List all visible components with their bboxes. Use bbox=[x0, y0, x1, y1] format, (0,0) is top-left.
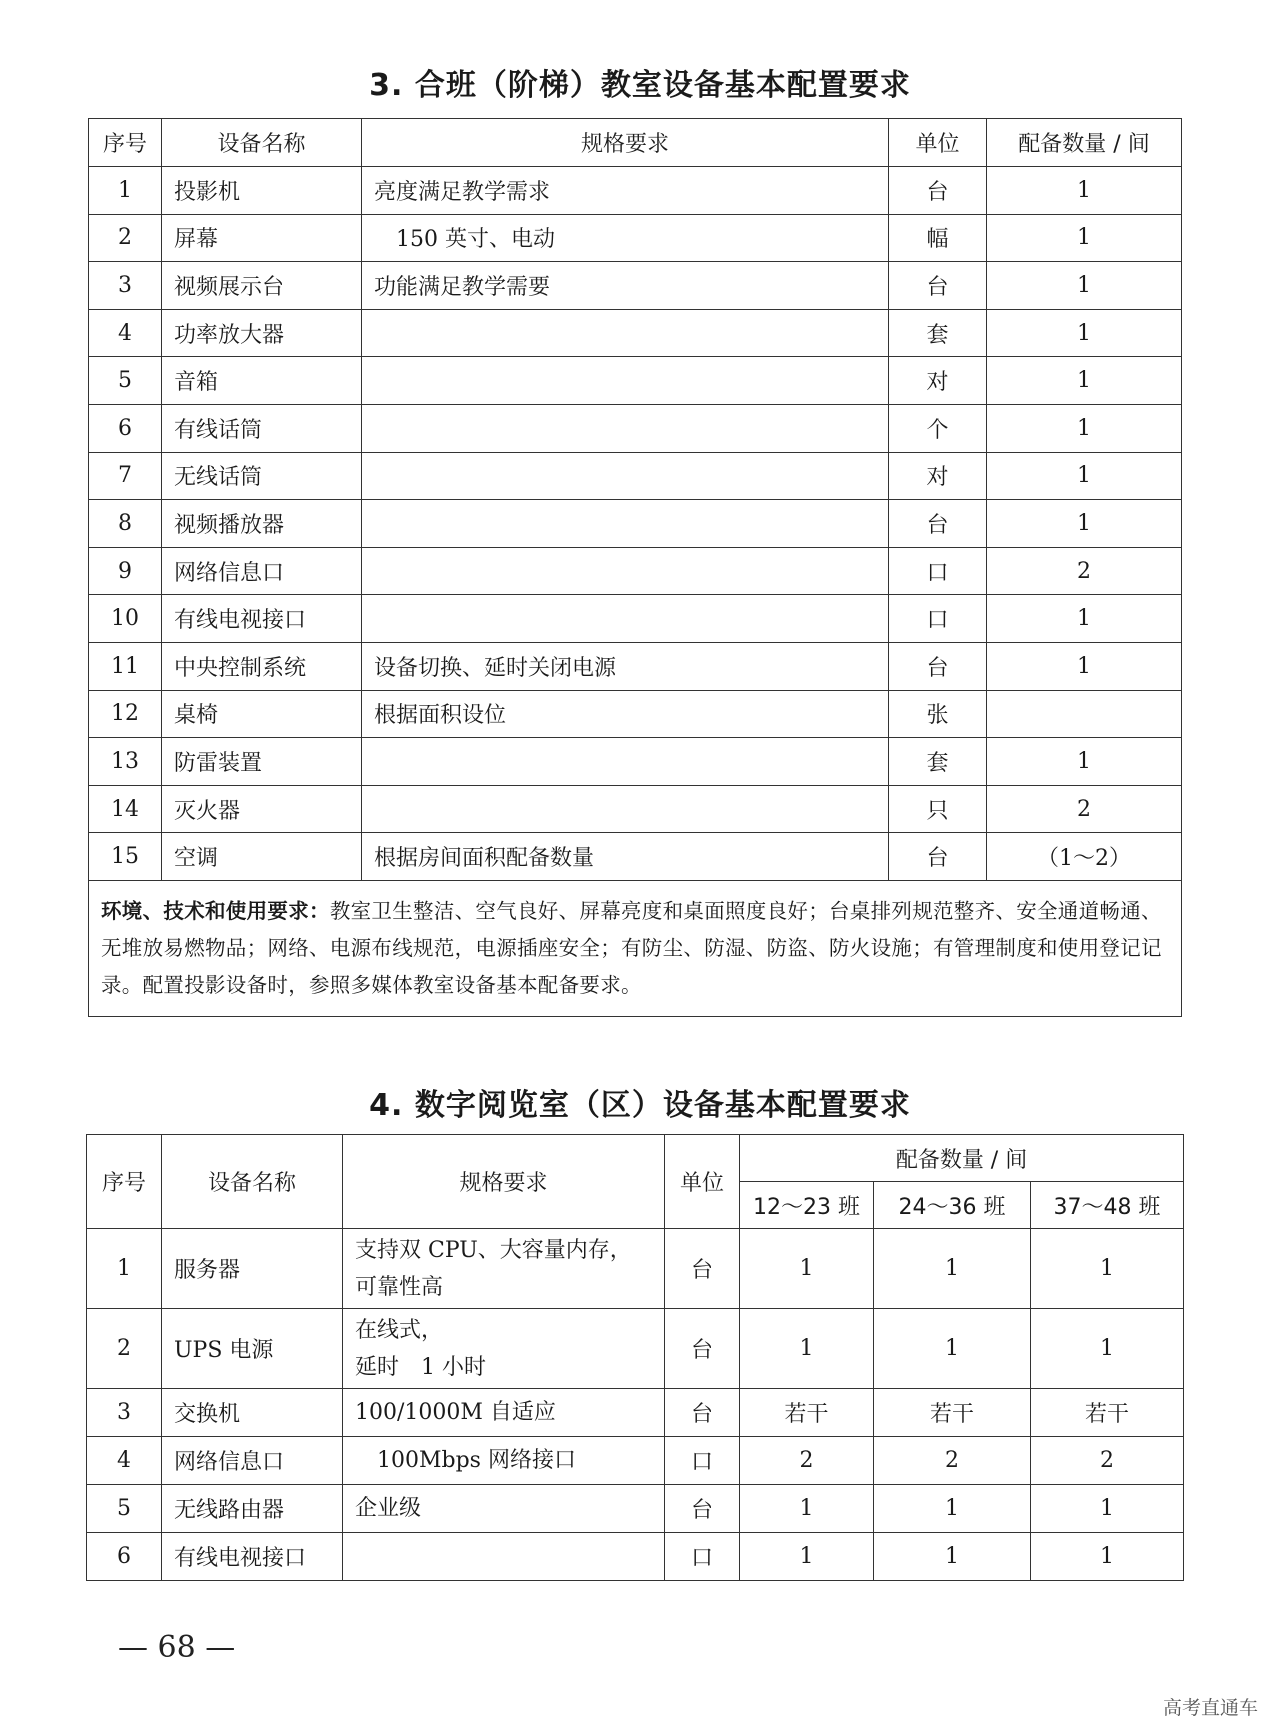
cell-spec: 150 英寸、电动 bbox=[362, 214, 889, 262]
cell-seq: 4 bbox=[89, 309, 162, 357]
cell-unit: 台 bbox=[889, 500, 987, 548]
cell-name: 投影机 bbox=[162, 167, 362, 215]
cell-spec: 功能满足教学需要 bbox=[362, 262, 889, 310]
cell-seq: 7 bbox=[89, 452, 162, 500]
table-row bbox=[89, 738, 1182, 786]
cell-name: 防雷装置 bbox=[162, 738, 362, 786]
cell-qty: 1 bbox=[987, 738, 1182, 786]
table-row bbox=[89, 500, 1182, 548]
cell-seq: 1 bbox=[87, 1229, 162, 1309]
cell-qty: 1 bbox=[1031, 1309, 1184, 1389]
cell-spec bbox=[362, 595, 889, 643]
section4-title: 4. 数字阅览室（区）设备基本配置要求 bbox=[369, 1088, 911, 1123]
cell-unit: 台 bbox=[889, 642, 987, 690]
cell-qty: 1 bbox=[987, 404, 1182, 452]
header-name: 设备名称 bbox=[162, 1135, 343, 1229]
cell-seq: 3 bbox=[87, 1389, 162, 1437]
header-seq: 序号 bbox=[89, 119, 162, 167]
cell-qty: 1 bbox=[1031, 1229, 1184, 1309]
cell-seq: 9 bbox=[89, 547, 162, 595]
environment-requirements-label: 环境、技术和使用要求： bbox=[101, 898, 330, 923]
cell-unit: 台 bbox=[889, 833, 987, 881]
cell-spec bbox=[362, 452, 889, 500]
cell-qty: 2 bbox=[987, 547, 1182, 595]
cell-qty: 1 bbox=[740, 1309, 874, 1389]
cell-seq: 4 bbox=[87, 1437, 162, 1485]
cell-seq: 6 bbox=[87, 1533, 162, 1581]
header-qty-24-36: 24～36 班 bbox=[874, 1182, 1031, 1229]
table-row bbox=[87, 1485, 1184, 1533]
table-row bbox=[89, 833, 1182, 881]
cell-unit: 台 bbox=[665, 1229, 740, 1309]
cell-qty: 2 bbox=[874, 1437, 1031, 1485]
cell-qty: 2 bbox=[987, 785, 1182, 833]
cell-spec bbox=[362, 309, 889, 357]
table-row bbox=[89, 642, 1182, 690]
cell-spec bbox=[362, 357, 889, 405]
cell-unit: 对 bbox=[889, 357, 987, 405]
header-spec: 规格要求 bbox=[343, 1135, 665, 1229]
table-row bbox=[89, 547, 1182, 595]
cell-qty: 1 bbox=[874, 1309, 1031, 1389]
cell-qty: 1 bbox=[987, 642, 1182, 690]
cell-qty: 若干 bbox=[1031, 1389, 1184, 1437]
cell-unit: 个 bbox=[889, 404, 987, 452]
cell-unit: 只 bbox=[889, 785, 987, 833]
cell-spec: 100Mbps 网络接口 bbox=[343, 1437, 665, 1485]
cell-qty: 1 bbox=[874, 1229, 1031, 1309]
cell-spec: 根据面积设位 bbox=[362, 690, 889, 738]
cell-qty: 1 bbox=[987, 500, 1182, 548]
cell-seq: 8 bbox=[89, 500, 162, 548]
cell-qty: 1 bbox=[987, 309, 1182, 357]
table-row bbox=[89, 214, 1182, 262]
cell-qty: 若干 bbox=[874, 1389, 1031, 1437]
cell-spec: 亮度满足教学需求 bbox=[362, 167, 889, 215]
cell-unit: 口 bbox=[665, 1533, 740, 1581]
cell-seq: 12 bbox=[89, 690, 162, 738]
cell-unit: 套 bbox=[889, 738, 987, 786]
cell-qty: 1 bbox=[987, 214, 1182, 262]
cell-unit: 台 bbox=[665, 1485, 740, 1533]
cell-spec: 100/1000M 自适应 bbox=[343, 1389, 665, 1437]
watermark: 高考直通车 bbox=[1162, 1697, 1258, 1719]
cell-qty: 1 bbox=[874, 1533, 1031, 1581]
table-row bbox=[87, 1389, 1184, 1437]
cell-qty: 若干 bbox=[740, 1389, 874, 1437]
cell-unit: 口 bbox=[665, 1437, 740, 1485]
cell-name: 有线电视接口 bbox=[162, 1533, 343, 1581]
cell-qty: 1 bbox=[987, 452, 1182, 500]
cell-spec: 企业级 bbox=[343, 1485, 665, 1533]
cell-spec bbox=[362, 547, 889, 595]
cell-seq: 5 bbox=[87, 1485, 162, 1533]
cell-spec bbox=[362, 785, 889, 833]
cell-name: 视频播放器 bbox=[162, 500, 362, 548]
cell-spec bbox=[362, 738, 889, 786]
header-qty: 配备数量 / 间 bbox=[987, 119, 1182, 167]
cell-spec bbox=[362, 404, 889, 452]
page-number: — 68 — bbox=[118, 1630, 236, 1665]
cell-name: 有线话筒 bbox=[162, 404, 362, 452]
table-row bbox=[89, 595, 1182, 643]
table-row bbox=[87, 1229, 1184, 1309]
cell-spec bbox=[362, 500, 889, 548]
digital-reading-room-table bbox=[86, 1134, 1184, 1581]
cell-seq: 2 bbox=[87, 1309, 162, 1389]
cell-name: 桌椅 bbox=[162, 690, 362, 738]
cell-qty: 1 bbox=[987, 595, 1182, 643]
spec-line: 可靠性高 bbox=[355, 1274, 444, 1300]
cell-qty: 1 bbox=[874, 1485, 1031, 1533]
spec-line: 在线式， bbox=[355, 1317, 444, 1343]
cell-name: 屏幕 bbox=[162, 214, 362, 262]
cell-spec: 根据房间面积配备数量 bbox=[362, 833, 889, 881]
cell-seq: 10 bbox=[89, 595, 162, 643]
cell-qty: 1 bbox=[1031, 1485, 1184, 1533]
cell-qty bbox=[987, 690, 1182, 738]
cell-seq: 13 bbox=[89, 738, 162, 786]
header-seq: 序号 bbox=[87, 1135, 162, 1229]
table-row bbox=[87, 1533, 1184, 1581]
table-row bbox=[89, 404, 1182, 452]
cell-name: 空调 bbox=[162, 833, 362, 881]
cell-name: 灭火器 bbox=[162, 785, 362, 833]
cell-qty: 2 bbox=[740, 1437, 874, 1485]
cell-name: 服务器 bbox=[162, 1229, 343, 1309]
cell-unit: 张 bbox=[889, 690, 987, 738]
cell-unit: 台 bbox=[889, 262, 987, 310]
spec-line: 支持双 CPU、大容量内存， bbox=[355, 1237, 632, 1263]
cell-unit: 口 bbox=[889, 595, 987, 643]
cell-spec bbox=[343, 1309, 665, 1389]
cell-name: 网络信息口 bbox=[162, 547, 362, 595]
cell-spec bbox=[343, 1533, 665, 1581]
cell-seq: 1 bbox=[89, 167, 162, 215]
table-row bbox=[89, 357, 1182, 405]
cell-qty: 1 bbox=[987, 167, 1182, 215]
cell-name: 无线路由器 bbox=[162, 1485, 343, 1533]
header-unit: 单位 bbox=[665, 1135, 740, 1229]
cell-unit: 台 bbox=[889, 167, 987, 215]
cell-name: 中央控制系统 bbox=[162, 642, 362, 690]
cell-qty: 1 bbox=[987, 357, 1182, 405]
table-row bbox=[89, 309, 1182, 357]
cell-seq: 5 bbox=[89, 357, 162, 405]
cell-spec bbox=[343, 1229, 665, 1309]
cell-name: 音箱 bbox=[162, 357, 362, 405]
cell-name: 网络信息口 bbox=[162, 1437, 343, 1485]
environment-requirements-row bbox=[89, 880, 1182, 1016]
cell-unit: 口 bbox=[889, 547, 987, 595]
classroom-equipment-table bbox=[88, 118, 1182, 1017]
table-header-row bbox=[87, 1135, 1184, 1182]
cell-seq: 11 bbox=[89, 642, 162, 690]
header-name: 设备名称 bbox=[162, 119, 362, 167]
cell-unit: 对 bbox=[889, 452, 987, 500]
environment-requirements-text: 教室卫生整洁、空气良好、屏幕亮度和桌面照度良好；台桌排列规范整齐、安全通道畅通、无堆放易燃物品；网络、电源布线规范，电源插座安全；有防尘、防湿、防盗、防火设施；有管理制度和使用登记记录。配置投影设备时，参照多媒体教室设备基本配备要求。 bbox=[101, 898, 1162, 997]
cell-qty: 1 bbox=[987, 262, 1182, 310]
table-row bbox=[89, 690, 1182, 738]
cell-name: 交换机 bbox=[162, 1389, 343, 1437]
cell-name: 无线话筒 bbox=[162, 452, 362, 500]
header-qty-37-48: 37～48 班 bbox=[1031, 1182, 1184, 1229]
cell-name: 功率放大器 bbox=[162, 309, 362, 357]
header-qty-12-23: 12～23 班 bbox=[740, 1182, 874, 1229]
cell-unit: 台 bbox=[665, 1309, 740, 1389]
cell-name: UPS 电源 bbox=[162, 1309, 343, 1389]
cell-name: 有线电视接口 bbox=[162, 595, 362, 643]
cell-qty: 1 bbox=[740, 1229, 874, 1309]
cell-seq: 6 bbox=[89, 404, 162, 452]
cell-seq: 2 bbox=[89, 214, 162, 262]
cell-qty: 1 bbox=[1031, 1533, 1184, 1581]
environment-requirements bbox=[89, 880, 1182, 1016]
cell-unit: 台 bbox=[665, 1389, 740, 1437]
cell-qty: 1 bbox=[740, 1533, 874, 1581]
table-row bbox=[89, 262, 1182, 310]
table-row bbox=[87, 1437, 1184, 1485]
table-row bbox=[87, 1309, 1184, 1389]
header-unit: 单位 bbox=[889, 119, 987, 167]
cell-spec: 设备切换、延时关闭电源 bbox=[362, 642, 889, 690]
table-header-row bbox=[89, 119, 1182, 167]
cell-qty: （1～2） bbox=[987, 833, 1182, 881]
section3-title: 3. 合班（阶梯）教室设备基本配置要求 bbox=[369, 68, 911, 103]
cell-unit: 套 bbox=[889, 309, 987, 357]
cell-unit: 幅 bbox=[889, 214, 987, 262]
table-row bbox=[89, 785, 1182, 833]
cell-seq: 15 bbox=[89, 833, 162, 881]
cell-seq: 14 bbox=[89, 785, 162, 833]
spec-line: 延时 1 小时 bbox=[355, 1354, 486, 1380]
cell-seq: 3 bbox=[89, 262, 162, 310]
cell-qty: 2 bbox=[1031, 1437, 1184, 1485]
cell-qty: 1 bbox=[740, 1485, 874, 1533]
table-row bbox=[89, 167, 1182, 215]
table-row bbox=[89, 452, 1182, 500]
header-spec: 规格要求 bbox=[362, 119, 889, 167]
header-qty-group: 配备数量 / 间 bbox=[740, 1135, 1184, 1182]
cell-name: 视频展示台 bbox=[162, 262, 362, 310]
